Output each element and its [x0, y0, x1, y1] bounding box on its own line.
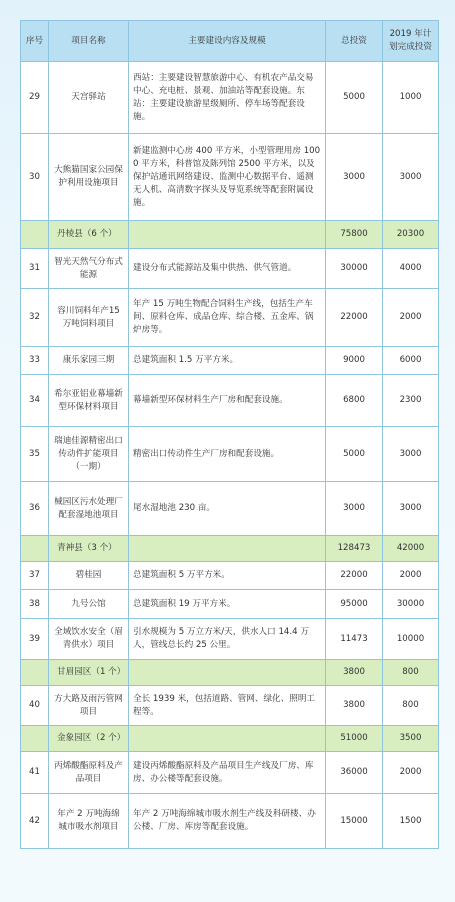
table-row [21, 794, 439, 849]
group-row [21, 660, 439, 686]
row-content: 总建筑面积 19 万平方米。 [129, 590, 326, 619]
row-plan: 2000 [383, 562, 439, 590]
table-row [21, 619, 439, 660]
table-row [21, 375, 439, 427]
row-content: 全长 1939 米，包括道路、管网、绿化、照明工程等。 [129, 686, 326, 726]
row-total: 15000 [326, 794, 383, 849]
row-name: 年产 2 万吨海绵城市吸水剂项目 [49, 794, 129, 849]
row-no: 33 [21, 347, 49, 375]
table-row [21, 249, 439, 289]
row-name: 容川饲料年产15万吨饲料项目 [49, 289, 129, 347]
group-name: 青神县（3 个） [49, 536, 129, 562]
group-spacer [21, 726, 49, 752]
header-plan: 2019 年计划完成投资 [383, 21, 439, 62]
row-total: 22000 [326, 562, 383, 590]
row-plan: 10000 [383, 619, 439, 660]
group-blank [129, 660, 326, 686]
row-no: 35 [21, 427, 49, 482]
row-no: 29 [21, 62, 49, 134]
group-spacer [21, 660, 49, 686]
row-content: 新建监测中心房 400 平方米，小型管理用房 1000 平方米，科普馆及陈列馆 2500 平方米，以及保护站通讯网络建设、监测中心数据平台、遥测无人机、高清数字探头及导览系统等配套附属设施。 [129, 134, 326, 221]
row-total: 11473 [326, 619, 383, 660]
row-total: 3000 [326, 134, 383, 221]
row-no: 42 [21, 794, 49, 849]
table-row [21, 686, 439, 726]
row-name: 大熊猫国家公园保护利用设施项目 [49, 134, 129, 221]
row-total: 22000 [326, 289, 383, 347]
row-total: 95000 [326, 590, 383, 619]
row-no: 30 [21, 134, 49, 221]
row-plan: 2000 [383, 752, 439, 794]
group-total: 128473 [326, 536, 383, 562]
group-total: 51000 [326, 726, 383, 752]
row-name: 九号公馆 [49, 590, 129, 619]
row-name: 械园区污水处理厂配套湿地池项目 [49, 482, 129, 536]
row-plan: 3000 [383, 134, 439, 221]
group-row [21, 726, 439, 752]
group-spacer [21, 221, 49, 249]
row-plan: 2300 [383, 375, 439, 427]
row-name: 瑞迪佳源精密出口传动件扩能项目（一期） [49, 427, 129, 482]
row-no: 41 [21, 752, 49, 794]
group-plan: 3500 [383, 726, 439, 752]
row-no: 39 [21, 619, 49, 660]
header-no: 序号 [21, 21, 49, 62]
table-row [21, 752, 439, 794]
row-no: 32 [21, 289, 49, 347]
row-content: 年产 15 万吨生物配合饲料生产线，包括生产车间、原料仓库、成品仓库、综合楼、五金库、锅炉房等。 [129, 289, 326, 347]
row-plan: 1000 [383, 62, 439, 134]
group-plan: 800 [383, 660, 439, 686]
row-no: 37 [21, 562, 49, 590]
group-name: 甘眉园区（1 个） [49, 660, 129, 686]
group-blank [129, 726, 326, 752]
group-spacer [21, 536, 49, 562]
row-total: 5000 [326, 427, 383, 482]
group-name: 金象园区（2 个） [49, 726, 129, 752]
table-row [21, 590, 439, 619]
project-table [20, 20, 439, 849]
row-name: 智光天然气分布式能源 [49, 249, 129, 289]
row-no: 36 [21, 482, 49, 536]
row-content: 年产 2 万吨海绵城市吸水剂生产线及科研楼、办公楼、厂房、库房等配套设施。 [129, 794, 326, 849]
group-row [21, 221, 439, 249]
table-header-row [21, 21, 439, 62]
row-plan: 800 [383, 686, 439, 726]
row-name: 全域饮水安全（眉青供水）项目 [49, 619, 129, 660]
row-plan: 4000 [383, 249, 439, 289]
row-plan: 30000 [383, 590, 439, 619]
header-name: 项目名称 [49, 21, 129, 62]
row-name: 康乐家园三期 [49, 347, 129, 375]
row-plan: 2000 [383, 289, 439, 347]
row-name: 丙烯酸酯原料及产品项目 [49, 752, 129, 794]
table-row [21, 289, 439, 347]
table-row [21, 62, 439, 134]
header-content: 主要建设内容及规模 [129, 21, 326, 62]
row-content: 总建筑面积 5 万平方米。 [129, 562, 326, 590]
row-total: 9000 [326, 347, 383, 375]
row-content: 西站：主要建设智慧旅游中心、有机农产品交易中心、充电桩、景观、加油站等配套设施。东站：主要建设旅游星级厕所、停车场等配套设施。 [129, 62, 326, 134]
row-no: 31 [21, 249, 49, 289]
table-row [21, 427, 439, 482]
row-total: 6800 [326, 375, 383, 427]
table-row [21, 482, 439, 536]
group-blank [129, 221, 326, 249]
row-content: 尾水湿地池 230 亩。 [129, 482, 326, 536]
row-no: 40 [21, 686, 49, 726]
header-total: 总投资 [326, 21, 383, 62]
row-total: 3800 [326, 686, 383, 726]
row-content: 幕墙新型环保材料生产厂房和配套设施。 [129, 375, 326, 427]
group-name: 丹棱县（6 个） [49, 221, 129, 249]
group-plan: 42000 [383, 536, 439, 562]
row-content: 建设丙烯酸酯原料及产品项目生产线及厂房、库房、办公楼等配套设施。 [129, 752, 326, 794]
row-name: 方大路及雨污管网项目 [49, 686, 129, 726]
table-row [21, 562, 439, 590]
group-blank [129, 536, 326, 562]
row-content: 精密出口传动件生产厂房和配套设施。 [129, 427, 326, 482]
row-plan: 3000 [383, 427, 439, 482]
row-plan: 1500 [383, 794, 439, 849]
row-name: 希尔亚铝业幕墙新型环保材料项目 [49, 375, 129, 427]
group-plan: 20300 [383, 221, 439, 249]
row-total: 30000 [326, 249, 383, 289]
group-total: 75800 [326, 221, 383, 249]
row-no: 34 [21, 375, 49, 427]
row-content: 建设分布式能源站及集中供热、供气管道。 [129, 249, 326, 289]
row-total: 3000 [326, 482, 383, 536]
table-body [21, 62, 439, 849]
row-total: 36000 [326, 752, 383, 794]
group-total: 3800 [326, 660, 383, 686]
row-plan: 3000 [383, 482, 439, 536]
row-name: 碧桂园 [49, 562, 129, 590]
row-name: 天宫驿站 [49, 62, 129, 134]
table-row [21, 347, 439, 375]
row-content: 引水规模为 5 万立方米/天，供水人口 14.4 万人，管线总长约 25 公里。 [129, 619, 326, 660]
table-row [21, 134, 439, 221]
row-plan: 6000 [383, 347, 439, 375]
row-content: 总建筑面积 1.5 万平方米。 [129, 347, 326, 375]
row-total: 5000 [326, 62, 383, 134]
row-no: 38 [21, 590, 49, 619]
group-row [21, 536, 439, 562]
